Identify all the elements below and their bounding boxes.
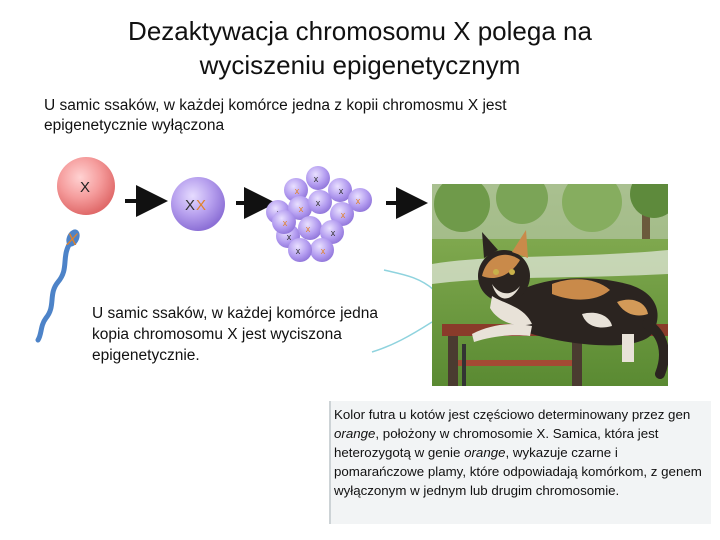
embryo-cell-x-label: x: [355, 196, 361, 206]
embryo-cell-x-label: x: [313, 174, 319, 184]
sperm-x-label: X: [66, 230, 78, 249]
embryo-cell-x-label: x: [295, 246, 301, 256]
embryo-cell-x-label: x: [305, 224, 311, 234]
cat-fur-caption: [334, 405, 709, 500]
caption-gene-orange-2: orange: [464, 445, 506, 460]
embryo-cell-x-label: x: [330, 228, 336, 238]
zygote-cell: [171, 177, 225, 231]
embryo-cell-x-label: x: [298, 204, 304, 214]
caption-part-1: Kolor futra u kotów jest częściowo determinowany przez gen: [334, 407, 691, 422]
egg-cell: [57, 157, 115, 215]
caption-part-3: , wykazuje czarne i pomarańczowe plamy, które odpowiadają komórkom, z genem wyłączonym w jednym lub drugim chromosomie.: [334, 445, 702, 498]
embryo-cell-x-label: x: [338, 186, 344, 196]
inactivation-line-3: epigenetycznie.: [92, 347, 200, 364]
caption-gene-orange-1: orange: [334, 426, 376, 441]
embryo-cell-x-label: x: [286, 232, 292, 242]
title-line-1: Dezaktywacja chromosomu X polega na: [128, 16, 592, 46]
inactivation-line-2: kopia chromosomu X jest wyciszona: [92, 326, 342, 343]
title-line-2: wyciszeniu epigenetycznym: [199, 50, 521, 80]
sperm-cell: [38, 227, 82, 340]
embryo-cell-cluster: [266, 166, 372, 262]
calico-cat-photo: [432, 184, 668, 386]
caption-part-2: , położony w chromosomie X. Samica, która jest heterozygotą w genie: [334, 426, 659, 460]
intro-line-1: U samic ssaków, w każdej komórce jedna z kopii chromosmu X jest: [44, 97, 507, 114]
sperm-tail: [38, 240, 72, 340]
embryo-cell-x-label: x: [340, 210, 346, 220]
inactivation-description: [92, 303, 452, 366]
embryo-cell-x-label: x: [320, 246, 326, 256]
pointer-line-upper: [384, 270, 434, 290]
intro-line-2: epigenetycznie wyłączona: [44, 117, 225, 134]
embryo-cell-x-label: x: [294, 186, 300, 196]
inactivation-line-1: U samic ssaków, w każdej komórce jedna: [92, 305, 379, 322]
egg-x-label: X: [79, 179, 91, 196]
zygote-x-label-b: X: [196, 197, 207, 214]
zygote-x-label-a: X: [184, 197, 195, 214]
embryo-cell-x-label: x: [315, 198, 321, 208]
embryo-cell-x-label: x: [282, 218, 288, 228]
